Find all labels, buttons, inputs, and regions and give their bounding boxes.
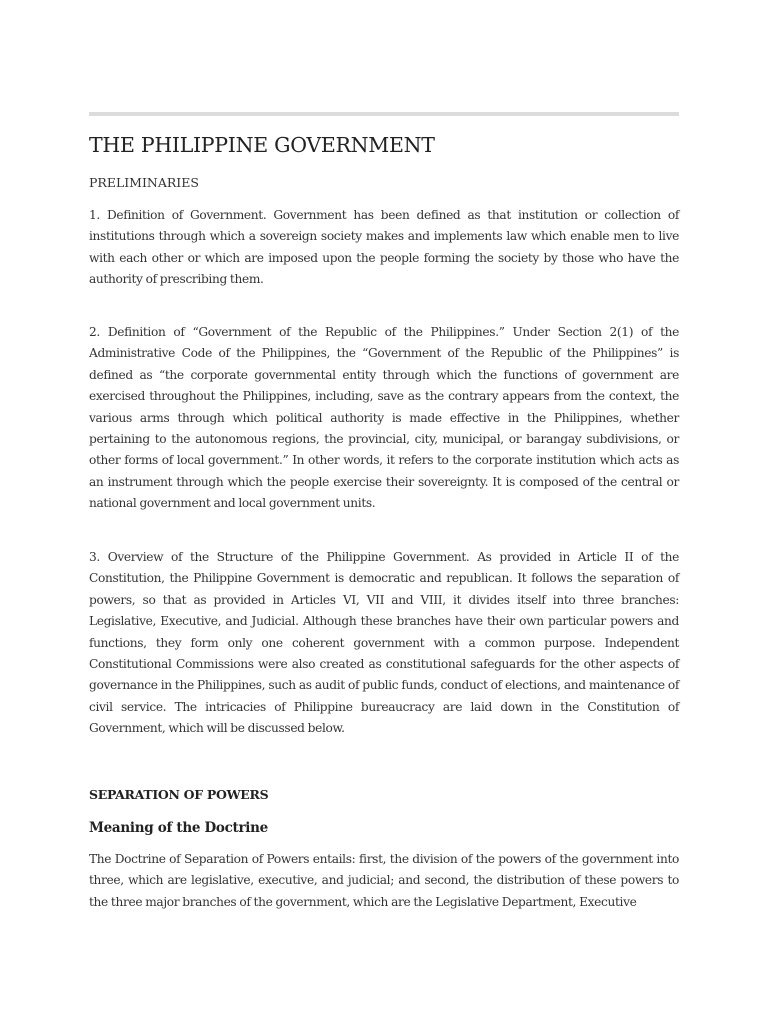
section-heading-separation-of-powers: SEPARATION OF POWERS	[89, 787, 269, 802]
paragraph-structure-overview: 3. Overview of the Structure of the Philippine Government. As provided in Article II of the Constitution, the Philippine Government is democratic and republican. It follows the separation of powers, so that as provided in Articles VI, VII and VIII, it divides itself into three branches: Legislative, Executive, and Judicial. Although these branches have their own particular powers and functions, they form only one coherent government with a common purpose. Independent Constitutional Commissions were also created as constitutional safeguards for the other aspects of governance in the Philippines, such as audit of public funds, conduct of elections, and maintenance of civil service. The intricacies of Philippine bureaucracy are laid down in the Constitution of Government, which will be discussed below.	[89, 550, 679, 736]
subheading-meaning-of-doctrine: Meaning of the Doctrine	[89, 820, 268, 836]
preliminaries-label: PRELIMINARIES	[89, 175, 199, 190]
paragraph-definition-of-republic-government: 2. Definition of “Government of the Republic of the Philippines.” Under Section 2(1) of the Administrative Code of the Philippines, the “Government of the Republic of the Philippines” is defined as “the corporate governmental entity through which the functions of government are exercised throughout the Philippines, including, save as the contrary appears from the context, the various arms through which political authority is made effective in the Philippines, whether pertaining to the autonomous regions, the provincial, city, municipal, or barangay subdivisions, or other forms of local government.” In other words, it refers to the corporate institution which acts as an instrument through which the people exercise their sovereignty. It is composed of the central or national government and local government units.	[89, 325, 679, 511]
paragraph-doctrine: The Doctrine of Separation of Powers entails: first, the division of the powers of the government into three, which are legislative, executive, and judicial; and second, the distribution of these powers to the three major branches of the government, which are the Legislative Department, Executive	[89, 852, 679, 909]
top-divider	[89, 112, 679, 116]
document-title: THE PHILIPPINE GOVERNMENT	[89, 133, 435, 157]
paragraph-definition-of-government: 1. Definition of Government. Government has been defined as that institution or collection of institutions through which a sovereign society makes and implements law which enable men to live with each other or which are imposed upon the people forming the society by those who have the authority of prescribing them.	[89, 208, 679, 287]
